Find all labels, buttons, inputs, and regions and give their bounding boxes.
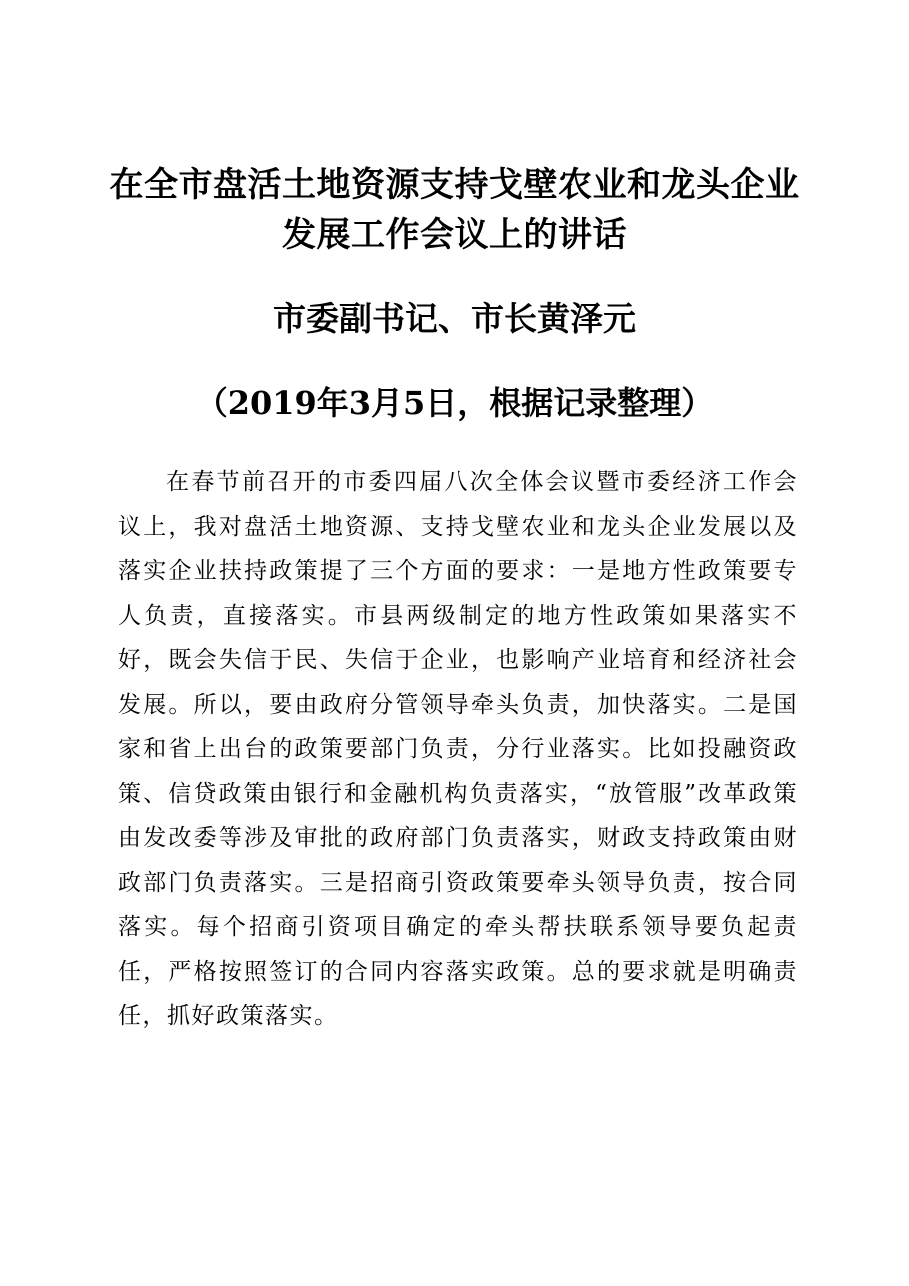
date-note: （2019年3月5日，根据记录整理） [195, 384, 714, 422]
body-paragraph: 在春节前召开的市委四届八次全体会议暨市委经济工作会议上，我对盘活土地资源、支持戈壁农业和龙头企业发展以及落实企业扶持政策提了三个方面的要求：一是地方性政策要专人负责，直接落实。市县两级制定的地方性政策如果落实不好，既会失信于民、失信于企业，也影响产业培育和经济社会发展。所以，要由政府分管领导牵头负责，加快落实。二是国家和省上出台的政策要部门负责，分行业落实。比如投融资政策、信贷政策由银行和金融机构负责落实，“放管服”改革政策由发改委等涉及审批的政府部门负责落实，财政支持政策由财政部门负责落实。三是招商引资政策要牵头领导负责，按合同落实。每个招商引资项目确定的牵头帮扶联系领导要负起责任，严格按照签订的合同内容落实政策。总的要求就是明确责任，抓好政策落实。 [118, 469, 798, 1029]
speaker-line: 市委副书记、市长黄泽元 [273, 299, 636, 338]
document-title-line-2: 发展工作会议上的讲话 [282, 215, 627, 255]
document-title-line-1: 在全市盘活土地资源支持戈壁农业和龙头企业 [109, 165, 800, 205]
